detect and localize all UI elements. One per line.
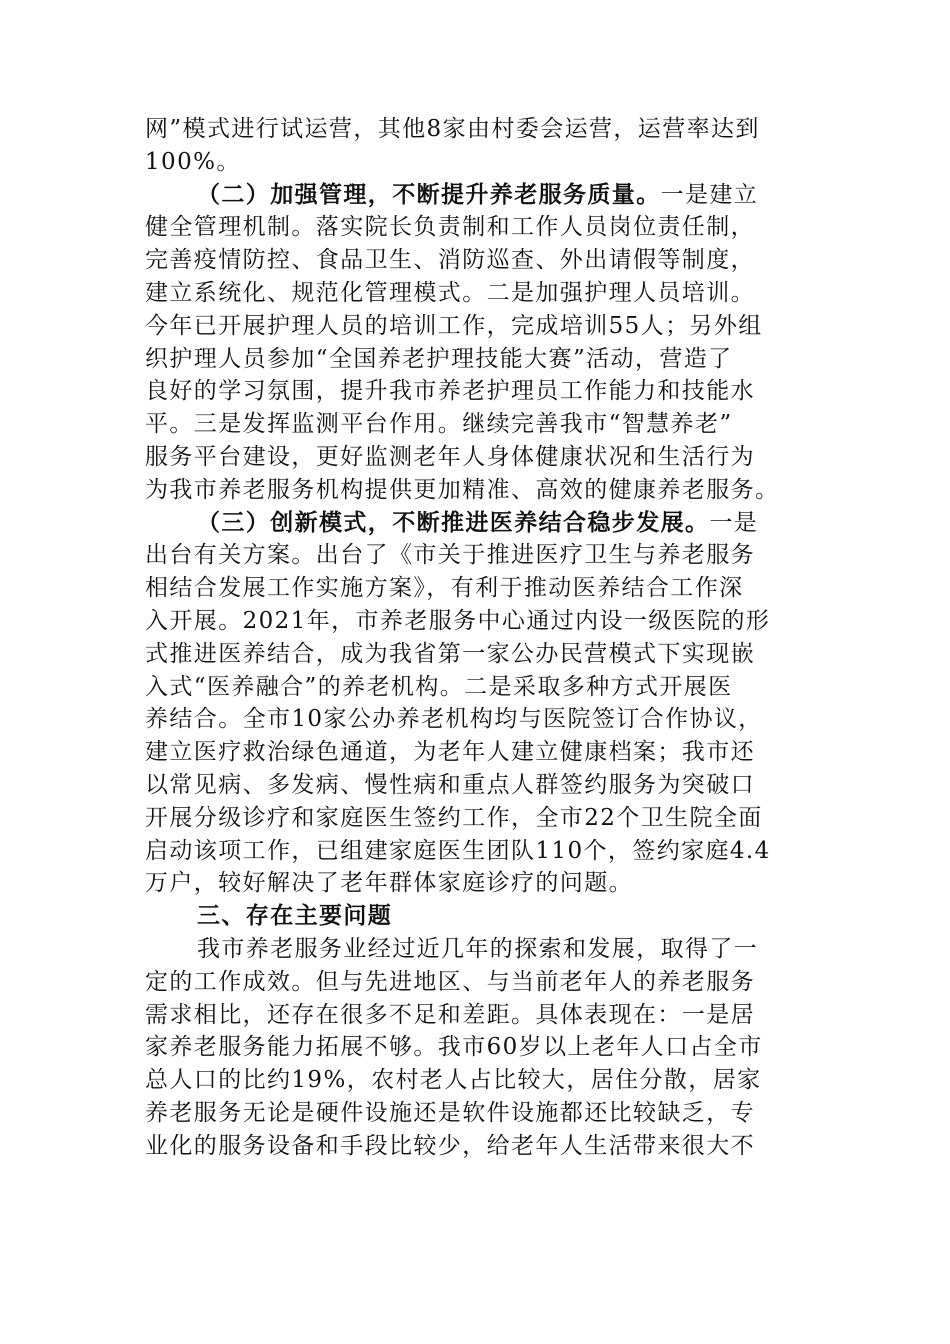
text-line	[145, 507, 805, 540]
line-text: 以常见病、多发病、慢性病和重点人群签约服务为突破口	[145, 771, 755, 798]
text-line	[145, 1064, 805, 1097]
line-text: 织护理人员参加“全国养老护理技能大赛”活动，营造了	[145, 345, 733, 372]
line-text: 入开展。2021年，市养老服务中心通过内设一级医院的形	[145, 607, 771, 634]
line-text: 服务平台建设，更好监测老年人身体健康状况和生活行为	[145, 443, 755, 470]
text-line	[145, 900, 805, 933]
document-body	[145, 113, 805, 1163]
line-text: 启动该项工作，已组建家庭医生团队110个，签约家庭4.4	[145, 837, 771, 864]
line-text: 完善疫情防控、食品卫生、消防巡查、外出请假等制度，	[145, 247, 755, 274]
text-line	[145, 211, 805, 244]
line-text: 养老服务无论是硬件设施还是软件设施都还比较缺乏，专	[145, 1099, 755, 1126]
text-line	[145, 146, 805, 179]
subsection-heading: （二）加强管理，不断提升养老服务质量。	[197, 180, 661, 208]
text-line	[145, 966, 805, 999]
line-text: 定的工作成效。但与先进地区、与当前老年人的养老服务	[145, 968, 755, 995]
text-line	[145, 113, 805, 146]
text-line	[145, 1130, 805, 1163]
subsection-heading: （三）创新模式，不断推进医养结合稳步发展。	[197, 508, 710, 536]
text-line	[145, 277, 805, 310]
text-line	[145, 1097, 805, 1130]
text-line	[145, 244, 805, 277]
text-line	[145, 572, 805, 605]
text-line	[145, 375, 805, 408]
line-text: 式推进医养结合，成为我省第一家公办民营模式下实现嵌	[145, 640, 755, 667]
text-line	[145, 539, 805, 572]
section-heading: 三、存在主要问题	[197, 903, 393, 930]
line-text: 一是建立	[660, 181, 759, 208]
text-line	[145, 671, 805, 704]
text-line	[145, 802, 805, 835]
text-line	[145, 343, 805, 376]
line-text: 业化的服务设备和手段比较少，给老年人生活带来很大不	[145, 1132, 755, 1159]
line-text: 我市养老服务业经过近几年的探索和发展，取得了一	[197, 935, 759, 962]
line-text: 需求相比，还存在很多不足和差距。具体表现在：一是居	[145, 1001, 755, 1028]
text-line	[145, 999, 805, 1032]
line-text: 100%。	[145, 148, 241, 175]
text-line	[145, 769, 805, 802]
line-text: 良好的学习氛围，提升我市养老护理员工作能力和技能水	[145, 378, 755, 405]
line-text: 总人口的比约19%，农村老人占比较大，居住分散，居家	[145, 1067, 762, 1094]
line-text: 为我市养老服务机构提供更加精准、高效的健康养老服务。	[145, 476, 780, 503]
text-line	[145, 638, 805, 671]
line-text: 家养老服务能力拓展不够。我市60岁以上老年人口占全市	[145, 1034, 763, 1061]
line-text: 开展分级诊疗和家庭医生签约工作，全市22个卫生院全面	[145, 804, 763, 831]
line-text: 平。三是发挥监测平台作用。继续完善我市“智慧养老”	[145, 411, 733, 438]
line-text: 相结合发展工作实施方案》，有利于推动医养结合工作深	[145, 575, 744, 602]
text-line	[145, 179, 805, 212]
line-text: 健全管理机制。落实院长负责制和工作人员岗位责任制，	[145, 214, 755, 241]
text-line	[145, 408, 805, 441]
text-line	[145, 703, 805, 736]
text-line	[145, 474, 805, 507]
line-text: 万户，较好解决了老年群体家庭诊疗的问题。	[145, 870, 633, 897]
text-line	[145, 736, 805, 769]
text-line	[145, 310, 805, 343]
text-line	[145, 441, 805, 474]
line-text: 一是	[709, 509, 759, 536]
line-text: 建立医疗救治绿色通道，为老年人建立健康档案；我市还	[145, 739, 755, 766]
text-line	[145, 1031, 805, 1064]
text-line	[145, 867, 805, 900]
text-line	[145, 605, 805, 638]
line-text: 养结合。全市10家公办养老机构均与医院签订合作协议，	[145, 706, 763, 733]
line-text: 入式“医养融合”的养老机构。二是采取多种方式开展医	[145, 673, 733, 700]
line-text: 网”模式进行试运营，其他8家由村委会运营，运营率达到	[145, 116, 760, 142]
text-line	[145, 933, 805, 966]
line-text: 出台有关方案。出台了《市关于推进医疗卫生与养老服务	[145, 542, 755, 569]
line-text: 今年已开展护理人员的培训工作，完成培训55人；另外组	[145, 312, 763, 339]
line-text: 建立系统化、规范化管理模式。二是加强护理人员培训。	[145, 279, 755, 306]
text-line	[145, 835, 805, 868]
